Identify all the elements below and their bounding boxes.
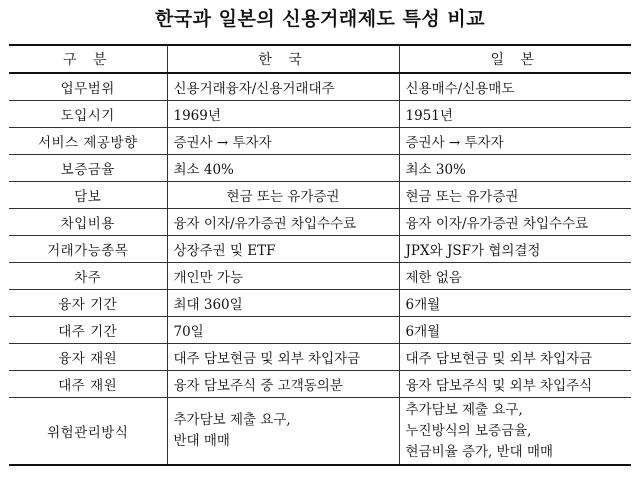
japan-value	[399, 398, 631, 466]
table-row	[9, 317, 631, 344]
header-korea: 한 국	[167, 45, 399, 73]
japan-value: 융자 담보주식 및 외부 차입주식	[399, 371, 631, 398]
table-header-row	[9, 45, 631, 73]
japan-value: 융자 이자/유가증권 차입수수료	[399, 209, 631, 236]
header-japan: 일 본	[399, 45, 631, 73]
table-row	[9, 101, 631, 128]
korea-value	[167, 398, 399, 466]
korea-value: 1969년	[167, 101, 399, 128]
row-label: 업무범위	[9, 73, 167, 101]
row-label: 융자 기간	[9, 290, 167, 317]
table-row	[9, 398, 631, 466]
korea-value: 신용거래융자/신용거래대주	[167, 73, 399, 101]
japan-value: 신용매수/신용매도	[399, 73, 631, 101]
row-label: 보증금율	[9, 155, 167, 182]
korea-value: 융자 이자/유가증권 차입수수료	[167, 209, 399, 236]
korea-value: 70일	[167, 317, 399, 344]
korea-value: 상장주권 및 ETF	[167, 236, 399, 263]
korea-value: 융자 담보주식 중 고객동의분	[167, 371, 399, 398]
japan-value-line: 누진방식의 보증금율,	[405, 422, 532, 439]
japan-value: 최소 30%	[399, 155, 631, 182]
japan-value-line: 추가담보 제출 요구,	[405, 401, 523, 418]
row-label: 위험관리방식	[9, 398, 167, 466]
korea-value: 증권사 → 투자자	[167, 128, 399, 155]
korea-value: 개인만 가능	[167, 263, 399, 290]
korea-value: 대주 담보현금 및 외부 차입자금	[167, 344, 399, 371]
table-row	[9, 290, 631, 317]
page-title: 한국과 일본의 신용거래제도 특성 비교	[154, 8, 486, 30]
table-row	[9, 182, 631, 209]
korea-value: 현금 또는 유가증권	[167, 182, 399, 209]
japan-value-line: 현금비율 증가, 반대 매매	[405, 443, 554, 460]
table-row	[9, 236, 631, 263]
row-label: 차입비용	[9, 209, 167, 236]
row-label: 차주	[9, 263, 167, 290]
japan-value: 증권사 → 투자자	[399, 128, 631, 155]
row-label: 대주 재원	[9, 371, 167, 398]
table-row	[9, 209, 631, 236]
table-row	[9, 73, 631, 101]
japan-value: JPX와 JSF가 협의결정	[399, 236, 631, 263]
japan-value: 제한 없음	[399, 263, 631, 290]
japan-value: 6개월	[399, 290, 631, 317]
table-row	[9, 155, 631, 182]
table-row	[9, 128, 631, 155]
row-label: 융자 재원	[9, 344, 167, 371]
row-label: 거래가능종목	[9, 236, 167, 263]
table-row	[9, 371, 631, 398]
korea-value: 최대 360일	[167, 290, 399, 317]
table-row	[9, 263, 631, 290]
japan-value: 대주 담보현금 및 외부 차입자금	[399, 344, 631, 371]
japan-value: 1951년	[399, 101, 631, 128]
row-label: 대주 기간	[9, 317, 167, 344]
korea-value-line: 추가담보 제출 요구,	[173, 412, 291, 428]
korea-value-line: 반대 매매	[173, 433, 230, 449]
row-label: 담보	[9, 182, 167, 209]
table-row	[9, 344, 631, 371]
japan-value: 현금 또는 유가증권	[399, 182, 631, 209]
row-label: 서비스 제공방향	[9, 128, 167, 155]
row-label: 도입시기	[9, 101, 167, 128]
header-category: 구 분	[9, 45, 167, 73]
korea-value: 최소 40%	[167, 155, 399, 182]
comparison-table	[9, 44, 631, 466]
japan-value: 6개월	[399, 317, 631, 344]
